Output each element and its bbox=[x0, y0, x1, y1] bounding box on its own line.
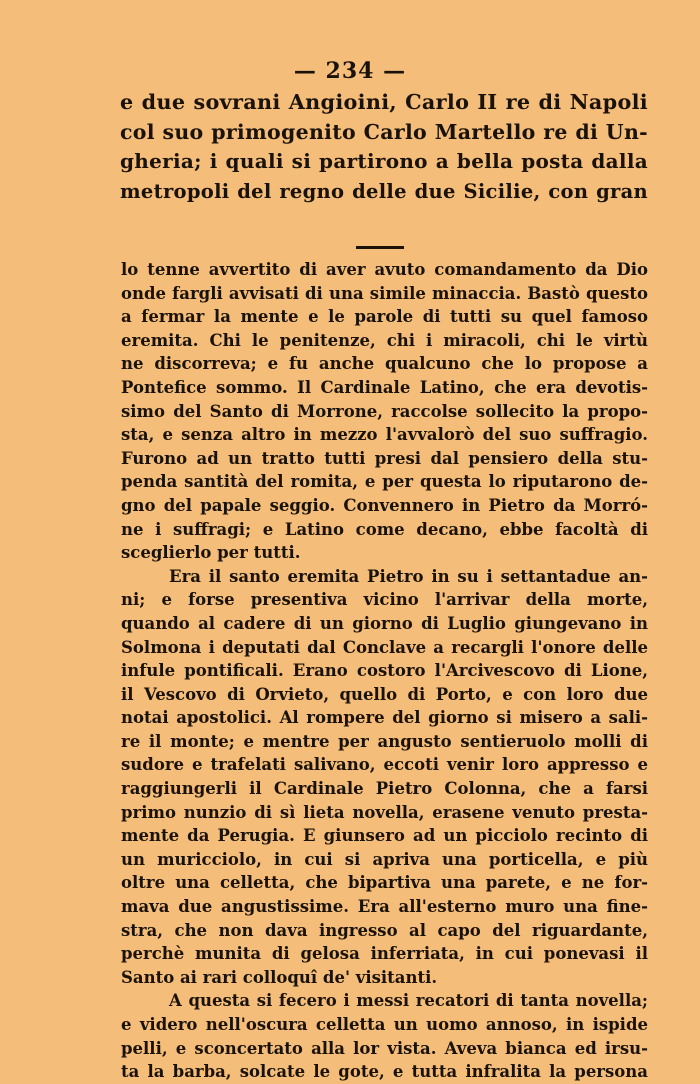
footnote-line: oltre una celletta, che bipartiva una parete, e ne for- bbox=[121, 873, 648, 893]
footnote-line: quando al cadere di un giorno di Luglio giungevano in bbox=[121, 613, 648, 633]
footnote-line: re il monte; e mentre per angusto sentieruolo molli di bbox=[121, 731, 648, 751]
footnote-line: eremita. Chi le penitenze, chi i miracoli, chi le virtù bbox=[121, 330, 648, 350]
footnote-line: mava due angustissime. Era all'esterno muro una fine- bbox=[121, 897, 648, 917]
footnote-line: infule pontificali. Erano costoro l'Arcivescovo di Lione, bbox=[121, 661, 648, 681]
footnote-line: raggiungerli il Cardinale Pietro Colonna, che a farsi bbox=[121, 779, 648, 799]
footnote-paragraph-start: A questa si fecero i messi recatori di tanta novella; bbox=[169, 991, 648, 1011]
footnote-line: mente da Perugia. E giunsero ad un picciolo recinto di bbox=[121, 826, 648, 846]
footnote-line: penda santità del romita, e per questa lo riputarono de- bbox=[121, 472, 648, 492]
footnote-line: a fermar la mente e le parole di tutti su quel famoso bbox=[121, 307, 648, 327]
footnote-line: notai apostolici. Al rompere del giorno si misero a sali- bbox=[121, 708, 648, 728]
footnote-line: Pontefice sommo. Il Cardinale Latino, che era devotis- bbox=[121, 377, 648, 397]
footnote-paragraph-start: Era il santo eremita Pietro in su i settantadue an- bbox=[169, 566, 648, 586]
footnote-line: stra, che non dava ingresso al capo del riguardante, bbox=[121, 920, 648, 940]
footnote-line: perchè munita di gelosa inferriata, in cui ponevasi il bbox=[121, 944, 648, 964]
footnote-separator-rule bbox=[356, 246, 404, 249]
footnote-line: primo nunzio di sì lieta novella, erasene venuto presta- bbox=[121, 802, 648, 822]
page-number: — 234 — bbox=[293, 58, 407, 84]
footnote-line: sta, e senza altro in mezzo l'avvalorò del suo suffragio. bbox=[121, 425, 648, 445]
footnote-line: simo del Santo di Morrone, raccolse sollecito la propo- bbox=[121, 401, 648, 421]
main-text-line: metropoli del regno delle due Sicilie, con gran bbox=[120, 179, 648, 203]
footnote-line: ta la barba, solcate le gote, e tutta infralita la persona bbox=[121, 1062, 648, 1082]
footnote-line: ne i suffragi; e Latino come decano, ebbe facoltà di bbox=[121, 519, 648, 539]
footnote-line: ni; e forse presentiva vicino l'arrivar della morte, bbox=[121, 590, 648, 610]
footnote-line: Solmona i deputati dal Conclave a recargli l'onore delle bbox=[121, 637, 648, 657]
footnote-line: Furono ad un tratto tutti presi dal pensiero della stu- bbox=[121, 448, 648, 468]
footnote-line: sceglierlo per tutti. bbox=[121, 543, 301, 563]
main-text-line: e due sovrani Angioini, Carlo II re di Napoli bbox=[120, 90, 648, 114]
footnote-line: gno del papale seggio. Convennero in Pietro da Morró- bbox=[121, 495, 648, 515]
footnote-line: onde fargli avvisati di una simile minaccia. Bastò questo bbox=[121, 283, 648, 303]
footnote-block bbox=[121, 258, 648, 1084]
footnote-line: e videro nell'oscura celletta un uomo annoso, in ispide bbox=[121, 1015, 648, 1034]
footnote-line: lo tenne avvertito di aver avuto comandamento da Dio bbox=[121, 260, 648, 279]
main-text-block bbox=[120, 88, 648, 206]
footnote-line: Santo ai rari colloquî de' visitanti. bbox=[121, 967, 438, 987]
footnote-line: un muricciolo, in cui si apriva una porticella, e più bbox=[121, 849, 648, 869]
footnote-line: pelli, e sconcertato alla lor vista. Aveva bianca ed irsu- bbox=[121, 1038, 648, 1058]
footnote-line: ne discorreva; e fu anche qualcuno che lo propose a bbox=[121, 354, 648, 374]
footnote-line: sudore e trafelati salivano, eccoti venir loro appresso e bbox=[121, 755, 648, 775]
main-text-line: col suo primogenito Carlo Martello re di Un- bbox=[120, 119, 648, 144]
footnote-line: il Vescovo di Orvieto, quello di Porto, e con loro due bbox=[121, 684, 648, 704]
main-text-line: gheria; i quali si partirono a bella posta dalla bbox=[120, 149, 648, 173]
